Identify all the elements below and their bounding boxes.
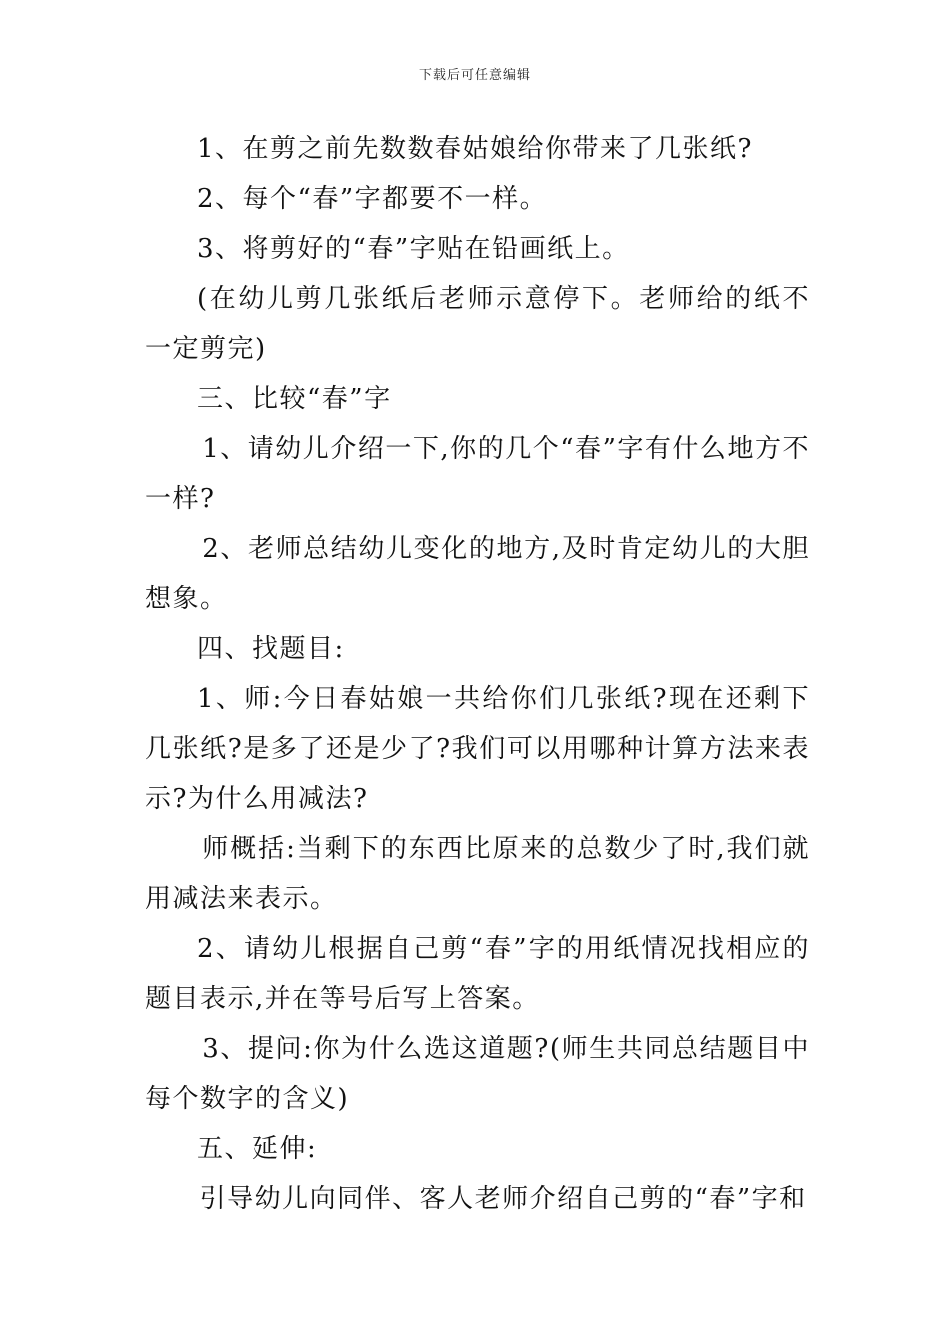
section-heading-5: 五、延伸: — [197, 1134, 318, 1164]
paragraph-9: 2、请幼儿根据自己剪“春”字的用纸情况找相应的题目表示,并在等号后写上答案。 — [145, 934, 810, 1014]
paragraph-11: 引导幼儿向同伴、客人老师介绍自己剪的“春”字和 — [199, 1184, 807, 1214]
paragraph-4: (在幼儿剪几张纸后老师示意停下。老师给的纸不一定剪完) — [145, 284, 810, 364]
paragraph-6: 2、老师总结幼儿变化的地方,及时肯定幼儿的大胆想象。 — [145, 534, 810, 614]
page-header: 下载后可任意编辑 — [418, 68, 531, 83]
paragraph-7: 1、师:今日春姑娘一共给你们几张纸?现在还剩下几张纸?是多了还是少了?我们可以用哪种计算方法来表示?为什么用减法? — [145, 684, 810, 814]
document-body — [145, 124, 810, 1224]
paragraph-10: 3、提问:你为什么选这道题?(师生共同总结题目中每个数字的含义) — [145, 1034, 810, 1114]
paragraph-1: 1、在剪之前先数数春姑娘给你带来了几张纸? — [197, 134, 753, 164]
paragraph-2: 2、每个“春”字都要不一样。 — [197, 184, 548, 214]
paragraph-3: 3、将剪好的“春”字贴在铅画纸上。 — [197, 234, 630, 264]
paragraph-8: 师概括:当剩下的东西比原来的总数少了时,我们就用减法来表示。 — [145, 834, 810, 914]
paragraph-5: 1、请幼儿介绍一下,你的几个“春”字有什么地方不一样? — [145, 434, 810, 514]
section-heading-3: 三、比较“春”字 — [197, 384, 392, 414]
section-heading-4: 四、找题目: — [197, 634, 345, 664]
